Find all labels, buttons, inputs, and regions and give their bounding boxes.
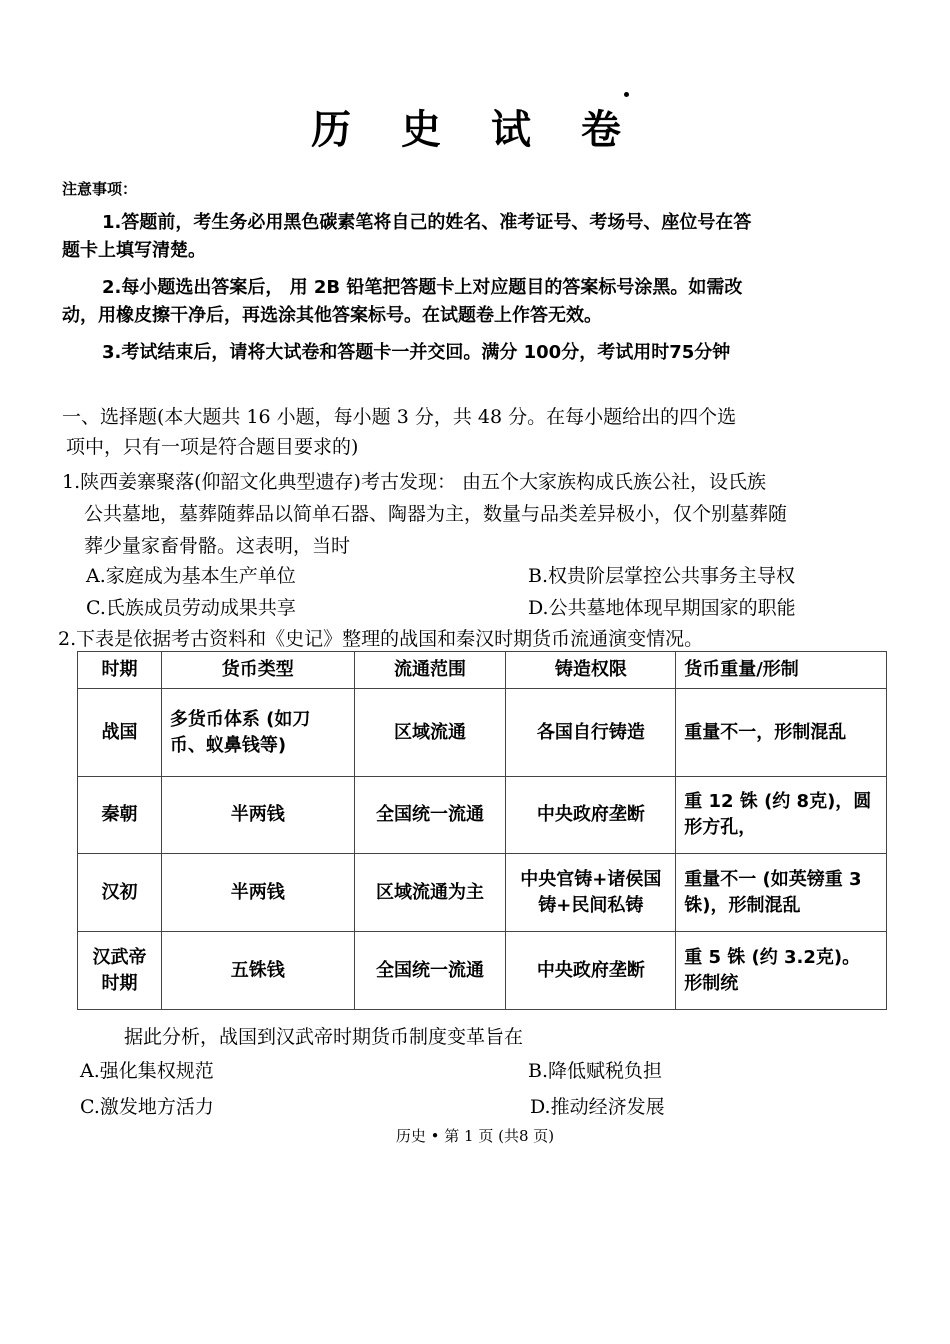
table-header-cell: 铸造权限 bbox=[506, 652, 676, 689]
table-cell: 中央政府垄断 bbox=[506, 932, 676, 1010]
page-title: 历 史 试 卷 bbox=[311, 107, 639, 153]
table-cell: 中央官铸+诸侯国铸+民间私铸 bbox=[506, 854, 676, 932]
table-header-cell: 货币类型 bbox=[161, 652, 354, 689]
q2-option-d: D.推动经济发展 bbox=[530, 1096, 665, 1118]
table-header-row bbox=[78, 652, 887, 689]
table-row bbox=[78, 777, 887, 854]
table-cell: 重量不一，形制混乱 bbox=[676, 689, 887, 777]
table-cell: 多货币体系 (如刀币、蚁鼻钱等) bbox=[161, 689, 354, 777]
q1-option-b: B.权贵阶层掌控公共事务主导权 bbox=[528, 565, 796, 587]
table-cell: 重量不一 (如英镑重 3 铢)，形制混乱 bbox=[676, 854, 887, 932]
table-header-cell: 时期 bbox=[78, 652, 162, 689]
table-header-cell: 货币重量/形制 bbox=[676, 652, 887, 689]
table-cell: 各国自行铸造 bbox=[506, 689, 676, 777]
table-cell: 汉初 bbox=[78, 854, 162, 932]
page-footer: 历史 • 第 1 页 (共8 页) bbox=[395, 1127, 555, 1145]
q2-option-a: A.强化集权规范 bbox=[80, 1060, 214, 1082]
table-row bbox=[78, 689, 887, 777]
q2-option-c: C.激发地方活力 bbox=[80, 1096, 214, 1118]
note-2-line-1: 2.每小题选出答案后， 用 2B 铅笔把答题卡上对应题目的答案标号涂黑。如需改 bbox=[102, 277, 743, 298]
table-header-cell: 流通范围 bbox=[354, 652, 506, 689]
note-2-line-2: 动，用橡皮擦干净后，再选涂其他答案标号。在试题卷上作答无效。 bbox=[62, 305, 602, 326]
table-cell: 半两钱 bbox=[161, 777, 354, 854]
q1-option-d: D.公共墓地体现早期国家的职能 bbox=[528, 597, 796, 619]
section-heading-line-2: 项中，只有一项是符合题目要求的) bbox=[66, 436, 359, 458]
table-cell: 五铢钱 bbox=[161, 932, 354, 1010]
table-row bbox=[78, 932, 887, 1010]
note-3: 3.考试结束后，请将大试卷和答题卡一并交回。满分 100分，考试用时75分钟 bbox=[102, 342, 731, 363]
q1-option-c: C.氏族成员劳动成果共享 bbox=[86, 597, 296, 619]
table-cell: 重 5 铢 (约 3.2克)。形制统 bbox=[676, 932, 887, 1010]
q1-stem-line-3: 葬少量家畜骨骼。这表明，当时 bbox=[84, 535, 351, 557]
table-cell: 重 12 铢 (约 8克)，圆形方孔， bbox=[676, 777, 887, 854]
table-cell: 区域流通为主 bbox=[354, 854, 506, 932]
table-cell: 中央政府垄断 bbox=[506, 777, 676, 854]
q2-stem: 2.下表是依据考古资料和《史记》整理的战国和秦汉时期货币流通演变情况。 bbox=[58, 628, 704, 650]
q2-option-b: B.降低赋税负担 bbox=[528, 1060, 663, 1082]
table-row bbox=[78, 854, 887, 932]
currency-table bbox=[77, 651, 887, 1010]
table-cell: 区域流通 bbox=[354, 689, 506, 777]
q1-stem-line-2: 公共墓地，墓葬随葬品以简单石器、陶器为主，数量与品类差异极小，仅个别墓葬随 bbox=[84, 503, 788, 525]
q1-option-a: A.家庭成为基本生产单位 bbox=[86, 565, 296, 587]
table-cell: 秦朝 bbox=[78, 777, 162, 854]
table-cell: 全国统一流通 bbox=[354, 932, 506, 1010]
notes-label: 注意事项： bbox=[62, 180, 138, 198]
note-1-line-1: 1.答题前，考生务必用黑色碳素笔将自己的姓名、准考证号、考场号、座位号在答 bbox=[102, 212, 752, 233]
table-cell: 战国 bbox=[78, 689, 162, 777]
table-cell: 汉武帝时期 bbox=[78, 932, 162, 1010]
table-cell: 半两钱 bbox=[161, 854, 354, 932]
table-cell: 全国统一流通 bbox=[354, 777, 506, 854]
note-1-line-2: 题卡上填写清楚。 bbox=[62, 240, 206, 261]
q1-stem-line-1: 1.陕西姜寨聚落(仰韶文化典型遗存)考古发现： 由五个大家族构成氏族公社，设氏族 bbox=[62, 471, 766, 493]
q2-prompt: 据此分析，战国到汉武帝时期货币制度变革旨在 bbox=[124, 1026, 524, 1048]
section-heading-line-1: 一、选择题(本大题共 16 小题，每小题 3 分，共 48 分。在每小题给出的四个选 bbox=[62, 406, 737, 428]
stray-dot-mark bbox=[624, 92, 629, 97]
